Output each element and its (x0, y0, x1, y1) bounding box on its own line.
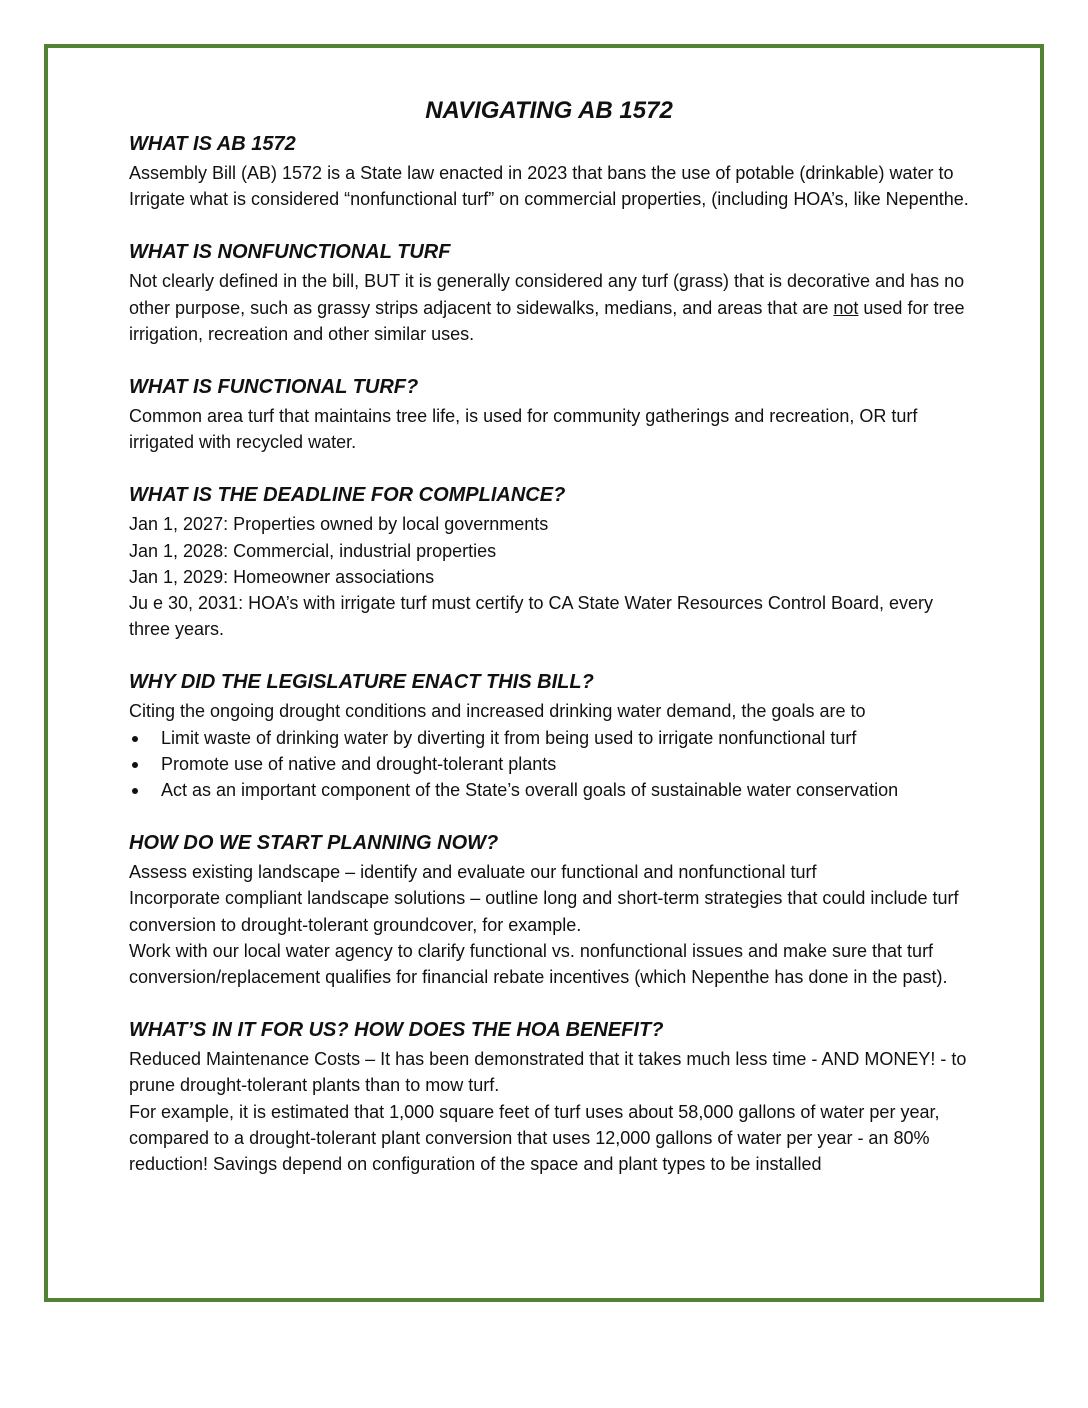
section-heading: HOW DO WE START PLANNING NOW? (129, 832, 499, 855)
section-paragraph: Reduced Maintenance Costs – It has been demonstrated that it takes much less time - AND MONEY! - to prune drought-tolerant plants than to mow turf. (129, 1049, 967, 1096)
section-nonfunctional-turf (129, 238, 969, 347)
deadline-line: Ju e 30, 2031: HOA’s with irrigate turf must certify to CA State Water Resources Control Board, every three years. (129, 593, 933, 640)
document-title: NAVIGATING AB 1572 (425, 97, 673, 124)
deadline-line: Jan 1, 2029: Homeowner associations (129, 566, 435, 587)
paragraph-text: Not clearly defined in the bill, BUT it is generally considered any turf (grass) that is decorative and has no other purpose, such as grassy strips adjacent to sidewalks, medians, and areas that are (129, 271, 965, 318)
section-paragraph: Citing the ongoing drought conditions and increased drinking water demand, the goals are to (129, 701, 866, 722)
section-heading: WHAT IS AB 1572 (129, 133, 296, 155)
list-item (129, 777, 969, 803)
deadline-line: Jan 1, 2028: Commercial, industrial properties (129, 540, 497, 561)
section-paragraph: Work with our local water agency to clarify functional vs. nonfunctional issues and make sure that turf conversion/replacement qualifies for financial rebate incentives (which Nepenthe has done in the past). (129, 940, 948, 988)
section-functional-turf (129, 373, 969, 455)
section-heading: WHAT IS NONFUNCTIONAL TURF (129, 241, 451, 264)
list-item-text: Limit waste of drinking water by diverting it from being used to irrigate nonfunctional turf (161, 727, 857, 748)
section-heading: WHAT’S IN IT FOR US? HOW DOES THE HOA BENEFIT? (129, 1019, 664, 1042)
section-why-enacted (129, 668, 969, 803)
section-planning (129, 829, 969, 990)
section-heading: WHAT IS FUNCTIONAL TURF? (129, 376, 419, 399)
bullet-icon (132, 788, 138, 794)
list-item (129, 751, 969, 777)
section-heading: WHY DID THE LEGISLATURE ENACT THIS BILL? (129, 671, 594, 694)
paragraph-text: used for tree irrigation, recreation and other similar uses. (129, 297, 965, 344)
list-item (129, 725, 969, 751)
section-paragraph (129, 268, 969, 347)
bullet-icon (132, 762, 138, 768)
bullet-icon (132, 736, 138, 742)
section-what-is-ab1572 (129, 130, 969, 212)
section-paragraph: Incorporate compliant landscape solutions – outline long and short-term strategies that could include turf conversion to drought-tolerant groundcover, for example. (129, 888, 959, 935)
section-heading: WHAT IS THE DEADLINE FOR COMPLIANCE? (129, 484, 566, 507)
underlined-word: not (833, 297, 859, 318)
list-item-text: Promote use of native and drought-tolerant plants (161, 753, 557, 774)
section-paragraph: Common area turf that maintains tree life, is used for community gatherings and recreation, OR turf irrigated with recycled water. (129, 406, 918, 453)
goals-list (129, 725, 969, 804)
deadline-line: Jan 1, 2027: Properties owned by local governments (129, 514, 549, 535)
document-body (129, 96, 969, 1203)
section-deadline (129, 481, 969, 642)
section-paragraph: For example, it is estimated that 1,000 square feet of turf uses about 58,000 gallons of water per year, compared to a drought-tolerant plant conversion that uses 12,000 gallons of water per year - an 80% reduction! Savings depend on configuration of the space and plant types to be installed (129, 1101, 940, 1175)
section-hoa-benefit (129, 1016, 969, 1177)
section-paragraph: Assembly Bill (AB) 1572 is a State law enacted in 2023 that bans the use of potable (drinkable) water to Irrigate what is considered “nonfunctional turf” on commercial properties, (including HOA’s, like Nepenthe. (129, 163, 969, 210)
section-paragraph: Assess existing landscape – identify and evaluate our functional and nonfunctional turf (129, 862, 817, 883)
list-item-text: Act as an important component of the State’s overall goals of sustainable water conservation (161, 780, 899, 801)
